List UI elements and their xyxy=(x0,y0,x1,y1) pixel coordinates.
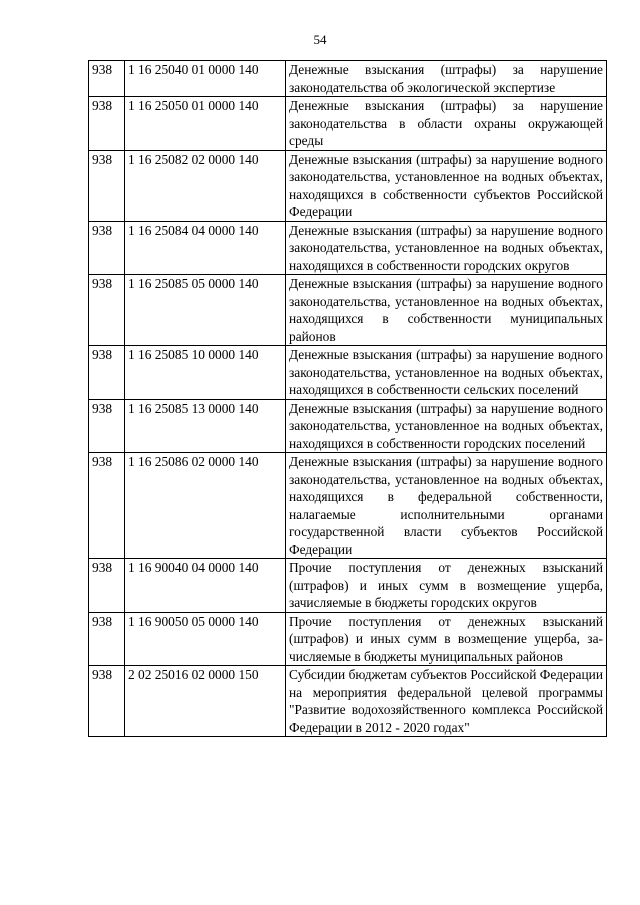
revenue-description: Прочие поступления от денежных взысканий (штрафов) и иных сумм в возмещение ущерба, зачисляемые в бюджеты городских округов xyxy=(286,559,607,613)
revenue-description: Денежные взыскания (штрафы) за нарушение водного законодательства, установленное на водных объектах, находящихся в собственности городских поселений xyxy=(286,399,607,453)
revenue-description: Прочие поступления от денежных взысканий (штрафов) и иных сумм в возмещение ущерба, зачисляемые в бюджеты муниципальных районов xyxy=(286,612,607,666)
budget-classification-code: 1 16 25085 05 0000 140 xyxy=(125,275,286,346)
table-row xyxy=(89,399,607,453)
revenue-description: Денежные взыскания (штрафы) за нарушение водного законодательства, установленное на водных объектах, находящихся в собственности городских округов xyxy=(286,221,607,275)
budget-classification-code: 2 02 25016 02 0000 150 xyxy=(125,666,286,737)
revenue-description: Денежные взыскания (штрафы) за нарушение водного законодательства, установленное на водных объектах, находящихся в собственности муниципальных районов xyxy=(286,275,607,346)
table-row xyxy=(89,150,607,221)
revenue-description: Субсидии бюджетам субъектов Российской Федерации на мероприятия федеральной целевой программы "Развитие водохозяйственного комплекса Российской Федерации в 2012 - 2020 годах" xyxy=(286,666,607,737)
revenue-description: Денежные взыскания (штрафы) за нарушение водного законодательства, установленное на водных объектах, находящихся в федеральной собственности, налагаемые исполнительными органами государственной власти субъектов Российской Федерации xyxy=(286,453,607,559)
administrator-code: 938 xyxy=(89,346,125,400)
budget-classification-code: 1 16 90040 04 0000 140 xyxy=(125,559,286,613)
administrator-code: 938 xyxy=(89,612,125,666)
administrator-code: 938 xyxy=(89,275,125,346)
administrator-code: 938 xyxy=(89,559,125,613)
administrator-code: 938 xyxy=(89,150,125,221)
table-row xyxy=(89,666,607,737)
table-row xyxy=(89,275,607,346)
revenue-description: Денежные взыскания (штрафы) за нарушение законодательства об экологической экспертизе xyxy=(286,61,607,97)
budget-classification-table xyxy=(88,60,607,737)
administrator-code: 938 xyxy=(89,97,125,151)
table-row xyxy=(89,346,607,400)
administrator-code: 938 xyxy=(89,61,125,97)
revenue-description: Денежные взыскания (штрафы) за нарушение водного законодательства, установленное на водных объектах, находящихся в собственности сельских поселений xyxy=(286,346,607,400)
administrator-code: 938 xyxy=(89,453,125,559)
table-row xyxy=(89,559,607,613)
revenue-description: Денежные взыскания (штрафы) за нарушение водного законодательства, установленное на водных объектах, находящихся в собственности субъектов Российской Федерации xyxy=(286,150,607,221)
administrator-code: 938 xyxy=(89,221,125,275)
table-row xyxy=(89,612,607,666)
budget-classification-code: 1 16 25084 04 0000 140 xyxy=(125,221,286,275)
table-row xyxy=(89,61,607,97)
budget-classification-code: 1 16 25040 01 0000 140 xyxy=(125,61,286,97)
administrator-code: 938 xyxy=(89,399,125,453)
table-row xyxy=(89,453,607,559)
budget-classification-code: 1 16 90050 05 0000 140 xyxy=(125,612,286,666)
budget-classification-code: 1 16 25085 10 0000 140 xyxy=(125,346,286,400)
budget-classification-code: 1 16 25085 13 0000 140 xyxy=(125,399,286,453)
budget-classification-code: 1 16 25082 02 0000 140 xyxy=(125,150,286,221)
table-row xyxy=(89,221,607,275)
budget-classification-code: 1 16 25050 01 0000 140 xyxy=(125,97,286,151)
budget-classification-code: 1 16 25086 02 0000 140 xyxy=(125,453,286,559)
revenue-description: Денежные взыскания (штрафы) за нарушение законодательства в области охраны окружающей среды xyxy=(286,97,607,151)
page-number: 54 xyxy=(313,32,327,47)
table-row xyxy=(89,97,607,151)
administrator-code: 938 xyxy=(89,666,125,737)
